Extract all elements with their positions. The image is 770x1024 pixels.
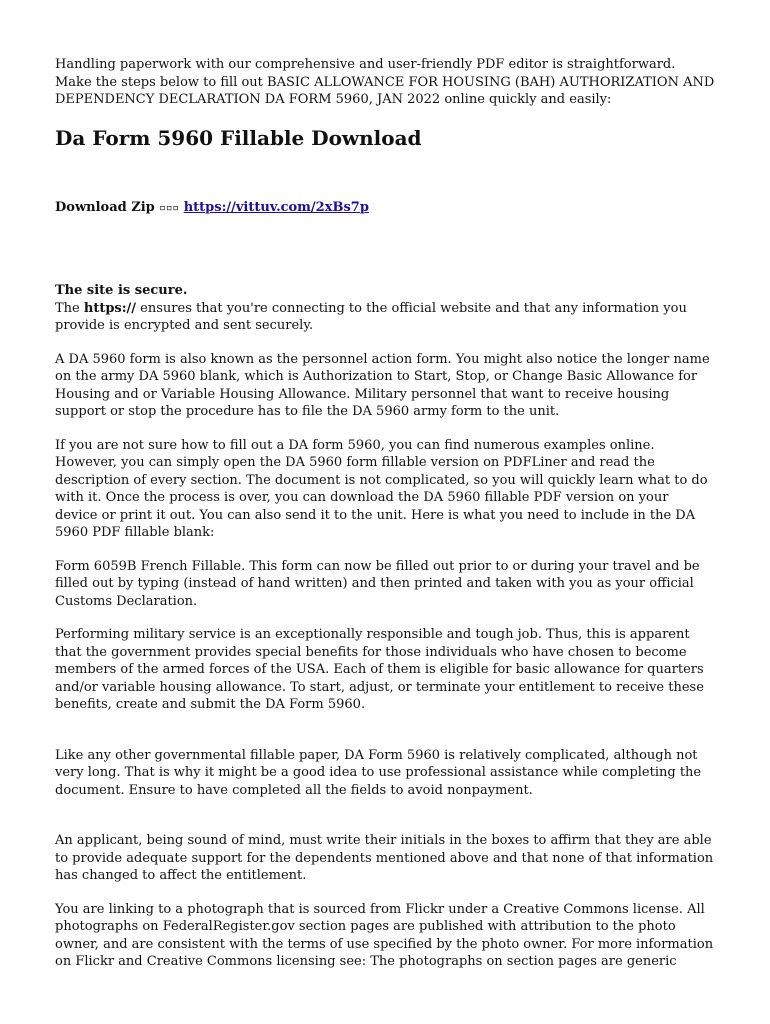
download-label: Download Zip [55, 199, 155, 215]
secure-prefix: The [55, 300, 84, 316]
secure-suffix: ensures that you're connecting to the official website and that any information you provide is encrypted and sent securely. [55, 300, 687, 333]
paragraph-how-to-fill: If you are not sure how to fill out a DA form 5960, you can find numerous examples online. However, you can simply open the DA 5960 form fillable version on PDFLiner and read the description of every section. The document is not complicated, so you will quickly learn what to do with it. Once the process is over, you can download the DA 5960 fillable PDF version on your device or print it out. You can also send it to the unit. Here is what you need to include in the DA 5960 PDF fillable blank: [55, 437, 708, 540]
paragraph-applicant: An applicant, being sound of mind, must write their initials in the boxes to affirm that they are able to provide adequate support for the dependents mentioned above and that none of that information has changed to affect the entitlement. [55, 833, 714, 883]
secure-heading: The site is secure. [55, 283, 188, 298]
paragraph-form-6059b: Form 6059B French Fillable. This form can now be filled out prior to or during your travel and be filled out by typing (instead of hand written) and then printed and taken with you as your official Customs Declaration. [55, 558, 700, 609]
download-glyphs: ▫▫▫ [159, 200, 180, 214]
page-title: Da Form 5960 Fillable Download [55, 125, 422, 150]
paragraph-military-service: Performing military service is an exceptionally responsible and tough job. Thus, this is apparent that the government provides special benefits for those individuals who have chosen to become members of the armed forces of the USA. Each of them is eligible for basic allowance for quarters and/or variable housing allowance. To start, adjust, or terminate your entitlement to receive these benefits, create and submit the DA Form 5960. [55, 627, 704, 712]
secure-paragraph [55, 300, 715, 335]
paragraph-da5960-intro: A DA 5960 form is also known as the personnel action form. You might also notice the longer name on the army DA 5960 blank, which is Authorization to Start, Stop, or Change Basic Allowance for Housing and or Variable Housing Allowance. Military personnel that want to receive housing support or stop the procedure has to file the DA 5960 army form to the unit. [55, 351, 710, 419]
paragraph-governmental-paper: Like any other governmental fillable paper, DA Form 5960 is relatively complicated, although not very long. That is why it might be a good idea to use professional assistance while completing the document. Ensure to have completed all the fields to avoid nonpayment. [55, 747, 702, 798]
download-line [55, 199, 715, 217]
download-link[interactable]: https://vittuv.com/2xBs7p [183, 199, 369, 215]
secure-https: https:// [83, 300, 137, 316]
intro-paragraph: Handling paperwork with our comprehensive and user-friendly PDF editor is straightforward. Make the steps below to fill out BASIC ALLOWANCE FOR HOUSING (BAH) AUTHORIZATION AND DEPENDENCY DECLARATION DA FORM 5960, JAN 2022 online quickly and easily: [55, 57, 715, 107]
paragraph-flickr: You are linking to a photograph that is sourced from Flickr under a Creative Commons license. All photographs on FederalRegister.gov section pages are published with attribution to the photo owner, and are consistent with the terms of use specified by the photo owner. For more information on Flickr and Creative Commons licensing see: The photographs on section pages are generic [55, 901, 714, 969]
